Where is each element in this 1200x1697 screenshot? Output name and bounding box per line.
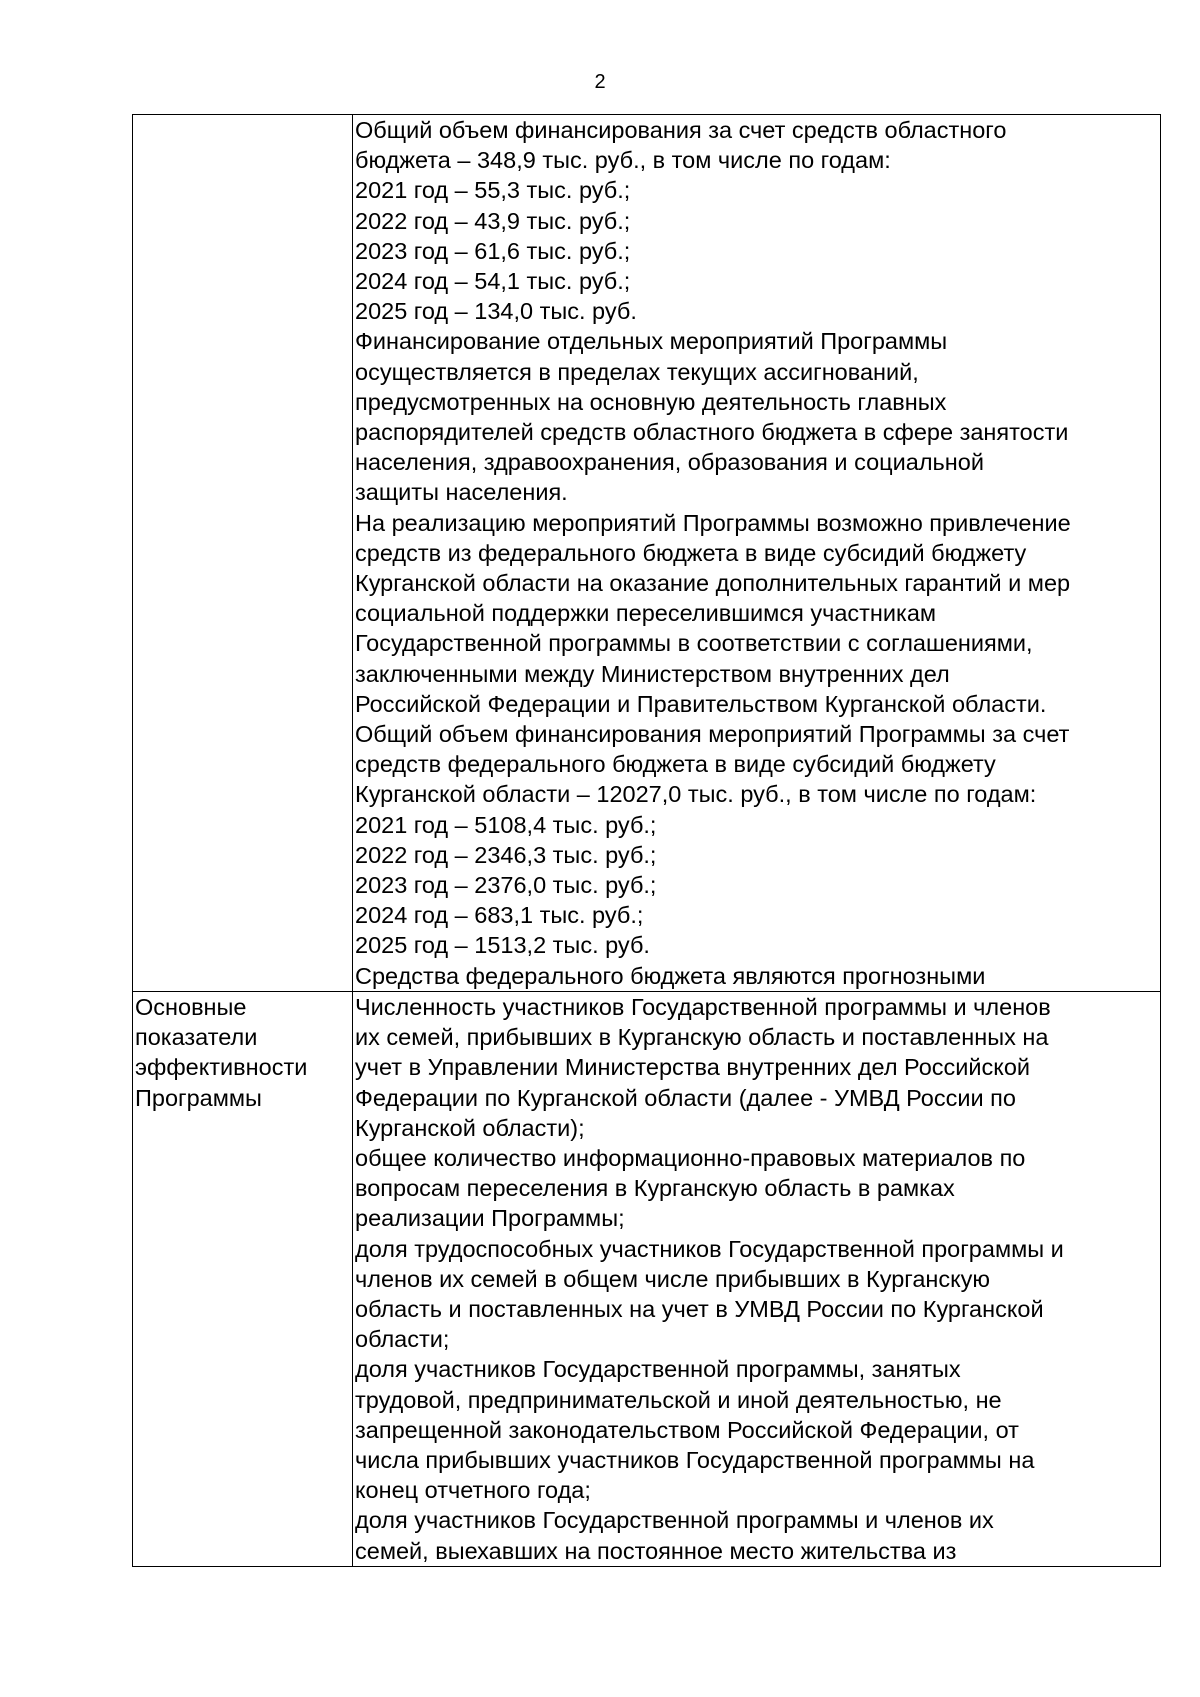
text-line: осуществляется в пределах текущих ассигнований, — [355, 358, 919, 385]
text-line: Курганской области на оказание дополнительных гарантий и мер — [355, 570, 1071, 597]
text-line: заключенными между Министерством внутренних дел — [355, 660, 950, 687]
text-line: вопросам переселения в Курганскую область в рамках — [355, 1175, 955, 1202]
content-cell-indicators — [353, 991, 1161, 1566]
page-number: 2 — [594, 71, 606, 93]
content-cell-financing — [353, 115, 1161, 992]
text-line: запрещенной законодательством Российской Федерации, от — [355, 1416, 1019, 1443]
text-line: их семей, прибывших в Курганскую область и поставленных на — [355, 1024, 1049, 1051]
label-line: эффективности — [135, 1054, 308, 1081]
text-line: 2021 год – 5108,4 тыс. руб.; — [355, 811, 657, 838]
text-line: Курганской области – 12027,0 тыс. руб., в том числе по годам: — [355, 781, 1037, 808]
text-line: членов их семей в общем числе прибывших в Курганскую — [355, 1265, 991, 1292]
text-line: средств федерального бюджета в виде субсидий бюджету — [355, 751, 996, 778]
text-line: реализации Программы; — [355, 1205, 625, 1232]
program-passport-table — [132, 114, 1161, 1567]
text-line: населения, здравоохранения, образования и социальной — [355, 449, 984, 476]
text-line: Российской Федерации и Правительством Курганской области. — [355, 690, 1047, 717]
text-line: учет в Управлении Министерства внутренних дел Российской — [355, 1054, 1031, 1081]
text-line: распорядителей средств областного бюджета в сфере занятости — [355, 419, 1069, 446]
text-line: области; — [355, 1326, 450, 1353]
text-line: 2023 год – 2376,0 тыс. руб.; — [355, 872, 657, 899]
text-line: 2021 год – 55,3 тыс. руб.; — [355, 177, 631, 204]
text-line: Средства федерального бюджета являются прогнозными — [355, 962, 986, 989]
text-line: Государственной программы в соответствии с соглашениями, — [355, 630, 1033, 657]
text-line: 2022 год – 2346,3 тыс. руб.; — [355, 841, 657, 868]
text-line: доля участников Государственной программы, занятых — [355, 1356, 961, 1383]
text-line: семей, выехавших на постоянное место жительства из — [355, 1537, 957, 1564]
text-line: Общий объем финансирования за счет средств областного — [355, 117, 1007, 143]
text-line: 2024 год – 54,1 тыс. руб.; — [355, 268, 631, 295]
text-line: числа прибывших участников Государственной программы на — [355, 1446, 1035, 1473]
label-line: Основные — [135, 993, 247, 1020]
text-line: средств из федерального бюджета в виде субсидий бюджету — [355, 539, 1027, 566]
text-line: 2022 год – 43,9 тыс. руб.; — [355, 207, 631, 234]
text-line: Численность участников Государственной программы и членов — [355, 993, 1051, 1020]
label-line: Программы — [135, 1084, 262, 1111]
text-line: 2025 год – 134,0 тыс. руб. — [355, 298, 637, 325]
label-line: показатели — [135, 1024, 258, 1051]
text-line: социальной поддержки переселившимся участникам — [355, 600, 937, 627]
table-row-indicators — [133, 991, 1161, 1566]
text-line: конец отчетного года; — [355, 1477, 591, 1504]
text-line: Финансирование отдельных мероприятий Программы — [355, 328, 948, 355]
text-line: трудовой, предпринимательской и иной деятельностью, не — [355, 1386, 1002, 1413]
text-line: 2024 год – 683,1 тыс. руб.; — [355, 902, 644, 929]
text-line: предусмотренных на основную деятельность главных — [355, 388, 947, 415]
text-line: На реализацию мероприятий Программы возможно привлечение — [355, 509, 1071, 536]
text-line: 2023 год – 61,6 тыс. руб.; — [355, 237, 631, 264]
text-line: доля трудоспособных участников Государственной программы и — [355, 1235, 1064, 1262]
text-line: Федерации по Курганской области (далее - УМВД России по — [355, 1084, 1016, 1111]
text-line: доля участников Государственной программы и членов их — [355, 1507, 994, 1534]
table-row-financing — [133, 115, 1161, 992]
text-line: бюджета – 348,9 тыс. руб., в том числе по годам: — [355, 147, 891, 174]
text-line: Курганской области); — [355, 1114, 585, 1141]
text-line: общее количество информационно-правовых материалов по — [355, 1144, 1026, 1171]
text-line: защиты населения. — [355, 479, 568, 506]
text-line: Общий объем финансирования мероприятий Программы за счет — [355, 721, 1070, 748]
label-cell-indicators — [133, 991, 353, 1566]
label-cell-financing — [133, 115, 353, 992]
text-line: область и поставленных на учет в УМВД России по Курганской — [355, 1295, 1044, 1322]
text-line: 2025 год – 1513,2 тыс. руб. — [355, 932, 650, 959]
